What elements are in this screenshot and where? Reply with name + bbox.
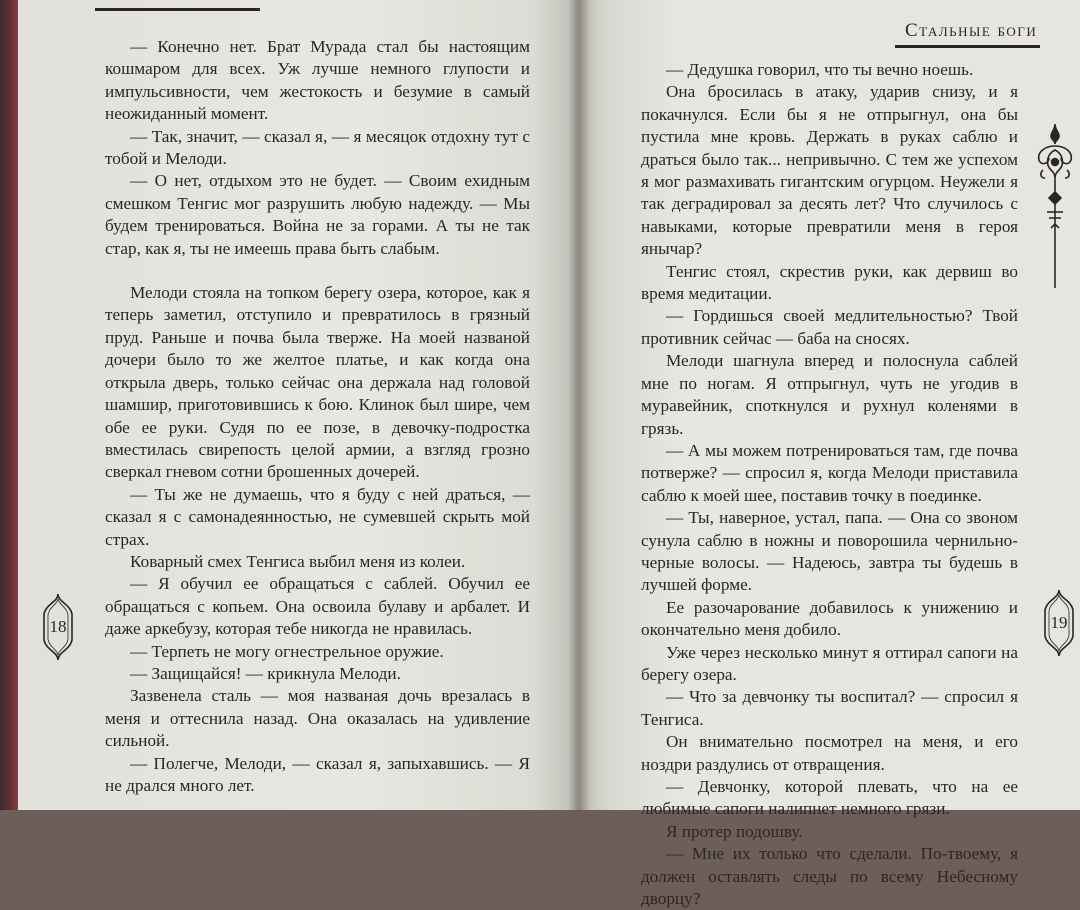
book-gutter [568,0,590,810]
paragraph: — Девчонку, которой плевать, что на ее любимые сапоги налипнет немного грязи. [641,777,1018,819]
paragraph: Уже через несколько минут я оттирал сапоги на берегу озера. [641,642,1018,684]
paragraph: Мелоди шагнула вперед и полоснула саблей мне по ногам. Я отпрыгнул, чуть не угодив в муравейник, споткнулся и рухнул коленями в грязь. [641,351,1018,438]
paragraph: Он внимательно посмотрел на меня, и его ноздри раздулись от отвращения. [641,732,1018,774]
paragraph: Зазвенела сталь — моя названая дочь врезалась в меня и оттеснила назад. Она оказалась на удивление сильной. [105,686,530,751]
paragraph: Она бросилась в атаку, ударив снизу, и я покачнулся. Если бы я не отпрыгнул, она бы пустила мне кровь. Держать в руках саблю и драться было так... непривычно. С тем же успехом я мог размахивать гигантским огурцом. Неужели я так деградировал за десять лет? Что случилось с навыками, которые превратили меня в героя янычар? [641,82,1018,259]
arabesque-vine-ornament-icon [1033,120,1077,290]
paragraph: — Что за девчонку ты воспитал? — спросил я Тенгиса. [641,687,1018,729]
paragraph: — Терпеть не могу огнестрельное оружие. [130,641,444,661]
paragraph: Тенгис стоял, скрестив руки, как дервиш во время медитации. [641,261,1018,304]
left-header-rule [95,8,260,11]
paragraph: — Ты, наверное, устал, папа. — Она со звоном сунула саблю в ножны и поворошила чернильно-черные волосы. — Надеюсь, завтра ты будешь в лучшей форме. [641,508,1018,595]
paragraph: — О нет, отдыхом это не будет. — Своим ехидным смешком Тенгис мог разрушить любую надежду. — Мы будем тренироваться. Война не за горами. А ты не так стар, как я, ты не имеешь права быть слабым. [105,171,530,258]
paragraph: — Конечно нет. Брат Мурада стал бы настоящим кошмаром для всех. Уж лучше немного глупости и импульсивности, чем жестокость и безумие в самый неожиданный момент. [105,37,530,124]
paragraph: Коварный смех Тенгиса выбил меня из колеи. [130,551,466,571]
paragraph: — Защищайся! — крикнула Мелоди. [130,663,401,683]
right-page-number [1039,588,1079,658]
paragraph: — Мне их только что сделали. По-твоему, я должен оставлять следы по всему Небесному дворцу? [641,844,1018,909]
left-page-text [105,36,530,797]
paragraph: — Гордишься своей медлительностью? Твой противник сейчас — баба на сносях. [641,306,1018,348]
left-page-number-text: 18 [49,617,67,636]
book-cover-edge [0,0,20,810]
paragraph: — Полегче, Мелоди, — сказал я, запыхавшись. — Я не дрался много лет. [105,753,530,795]
paragraph: — А мы можем потренироваться там, где почва потверже? — спросил я, когда Мелоди приставила саблю к моей шее, поставив точку в поединке. [641,440,1018,505]
paragraph: Я протер подошву. [666,821,803,841]
paragraph: — Дедушка говорил, что ты вечно ноешь. [666,60,974,79]
right-header-rule [895,45,1040,48]
paragraph: Ее разочарование добавилось к унижению и окончательно меня добило. [641,597,1018,640]
paragraph: — Так, значит, — сказал я, — я месяцок отдохну тут с тобой и Мелоди. [105,126,530,169]
paragraph: Мелоди стояла на топком берегу озера, которое, как я теперь заметил, отступило и превратилось в грязный пруд. Раньше и почва была тверже. На моей названой дочери было то же желтое платье, и как когда она открыла дверь, только сейчас она держала над головой шамшир, приготовившись к бою. Клинок был шире, чем обе ее руки. Судя по ее позе, в девочку-подростка вместилась свирепость целой армии, а взгляд грозно сверкал гневом сотни брошенных дочерей. [105,283,530,482]
left-page-number [38,592,78,662]
paragraph: — Ты же не думаешь, что я буду с ней драться, — сказал я с самонадеянностью, не сумевшей скрыть мой страх. [105,484,530,549]
right-page-text [641,59,1018,910]
right-page-number-text: 19 [1050,613,1068,632]
running-head: Стальные боги [905,20,1038,41]
paragraph: — Я обучил ее обращаться с саблей. Обучил ее обращаться с копьем. Она освоила булаву и арбалет. И даже аркебузу, которая тебе никогда не нравилась. [105,574,530,639]
